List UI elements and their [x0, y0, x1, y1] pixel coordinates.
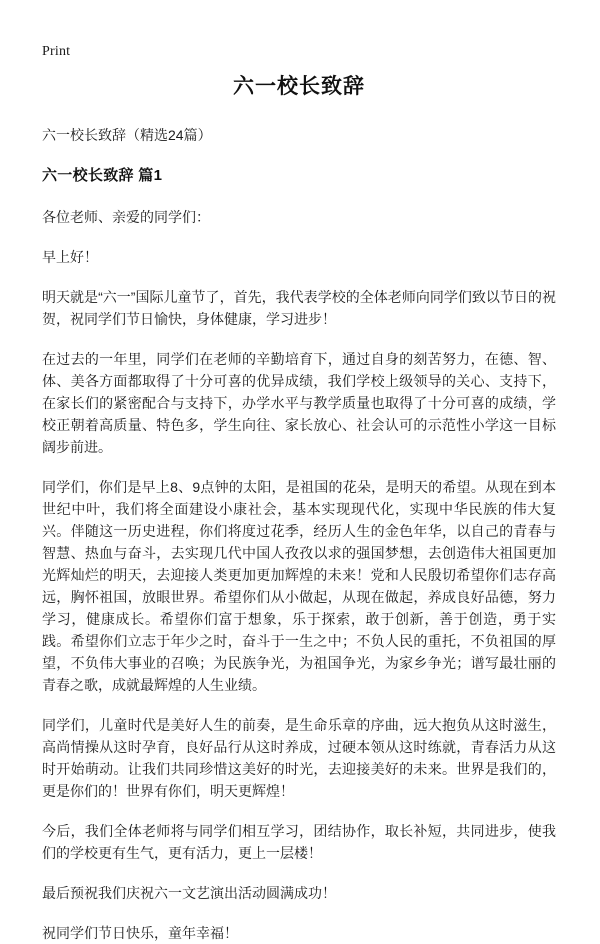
page-title: 六一校长致辞: [233, 75, 365, 98]
paragraph: 今后，我们全体老师将与同学们相互学习，团结协作，取长补短，共同进步，使我们的学校更有生气，更有活力，更上一层楼！: [42, 823, 556, 861]
section-heading: 六一校长致辞 篇1: [42, 167, 163, 184]
print-link[interactable]: Print: [42, 44, 71, 59]
paragraph: 早上好！: [42, 249, 98, 265]
paragraph: 祝同学们节日快乐，童年幸福！: [42, 925, 238, 941]
paragraph: 各位老师、亲爱的同学们：: [42, 209, 210, 225]
paragraph: 同学们，儿童时代是美好人生的前奏，是生命乐章的序曲，远大抱负从这时滋生，高尚情操从这时孕育，良好品行从这时养成，过硬本领从这时练就，青春活力从这时开始萌动。让我们共同珍惜这美好的时光，去迎接美好的未来。世界是我们的，更是你们的！世界有你们，明天更辉煌！: [42, 717, 556, 799]
document-content: [42, 72, 556, 944]
paragraph: 最后预祝我们庆祝六一文艺演出活动圆满成功！: [42, 885, 336, 901]
document-subtitle: 六一校长致辞（精选24篇）: [42, 127, 212, 143]
paragraph: 同学们，你们是早上8、9点钟的太阳，是祖国的花朵，是明天的希望。从现在到本世纪中叶，我们将全面建设小康社会，基本实现现代化，实现中华民族的伟大复兴。伴随这一历史进程，你们将度过花季，经历人生的金色年华，以自己的青春与智慧、热血与奋斗，去实现几代中国人孜孜以求的强国梦想，去创造伟大祖国更加光辉灿烂的明天，去迎接人类更加更加辉煌的未来！党和人民殷切希望你们志存高远，胸怀祖国，放眼世界。希望你们从小做起，从现在做起，养成良好品德，努力学习，健康成长。希望你们富于想象，乐于探索，敢于创新，善于创造，勇于实践。希望你们立志于年少之时，奋斗于一生之中；不负人民的重托，不负祖国的厚望，不负伟大事业的召唤；为民族争光，为祖国争光，为家乡争光；谱写最壮丽的青春之歌，成就最辉煌的人生业绩。: [42, 479, 556, 693]
paragraph: 在过去的一年里，同学们在老师的辛勤培育下，通过自身的刻苦努力，在德、智、体、美各方面都取得了十分可喜的优异成绩，我们学校上级领导的关心、支持下，在家长们的紧密配合与支持下，办学水平与教学质量也取得了十分可喜的成绩，学校正朝着高质量、特色多，学生向往、家长放心、社会认可的示范性小学这一目标阔步前进。: [42, 351, 556, 455]
paragraph: 明天就是“六一”国际儿童节了，首先，我代表学校的全体老师向同学们致以节日的祝贺，祝同学们节日愉快，身体健康，学习进步！: [42, 289, 556, 327]
